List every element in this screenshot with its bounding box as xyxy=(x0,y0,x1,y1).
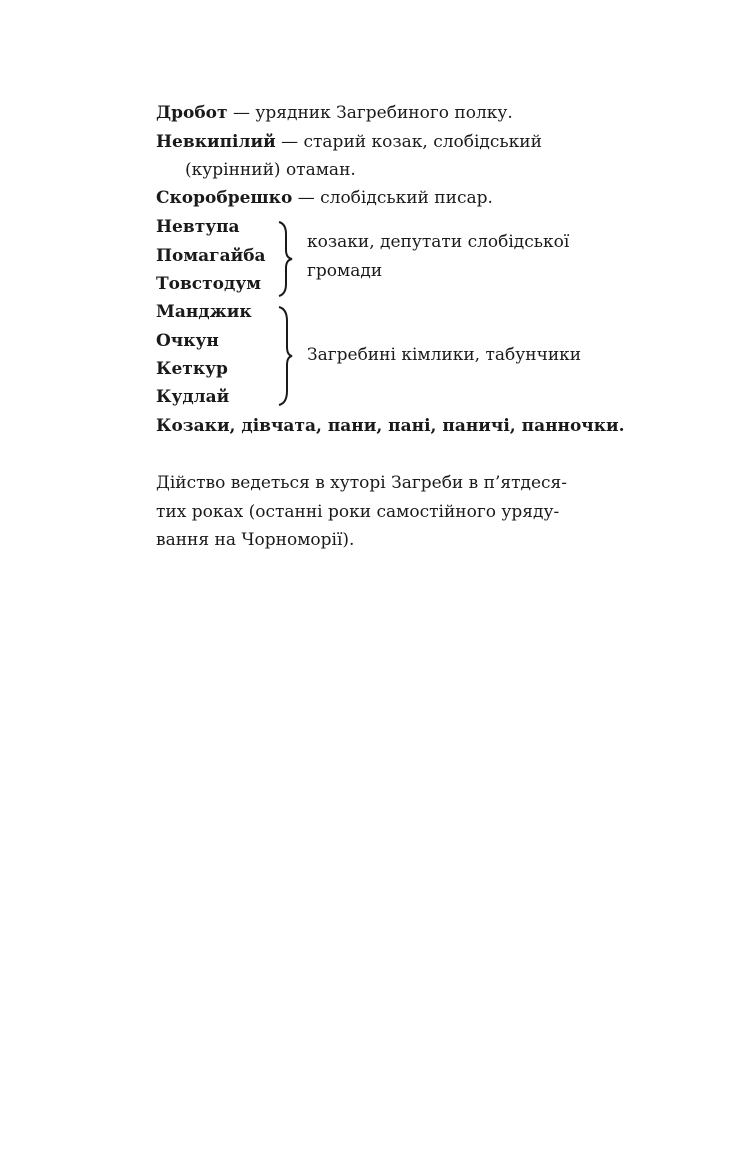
others-line: Козаки, дівчата, пани, пані, паничі, панночки. xyxy=(156,416,625,436)
group2-desc: Загребині кімлики, табунчики xyxy=(307,345,582,365)
group2-name: Очкун xyxy=(156,331,219,351)
brace-icon xyxy=(276,305,296,407)
group1-desc xyxy=(307,228,569,285)
group2-name: Кудлай xyxy=(156,387,230,407)
character-name: Дробот xyxy=(156,103,228,123)
character-name: Невкипілий xyxy=(156,132,276,152)
character-entry xyxy=(156,184,493,212)
group2-name: Кеткур xyxy=(156,359,228,379)
character-entry xyxy=(156,128,542,156)
group1-name: Товстодум xyxy=(156,274,262,294)
setting-line: тих роках (останні роки самостійного уряду- xyxy=(156,502,560,522)
group1-name: Невтупа xyxy=(156,217,240,237)
character-desc-continued: (курінний) отаман. xyxy=(185,160,356,180)
group2-name: Манджик xyxy=(156,302,252,322)
character-desc: — урядник Загребиного полку. xyxy=(227,103,513,123)
brace-icon xyxy=(276,220,296,298)
character-desc: — старий козак, слобідський xyxy=(275,132,542,152)
character-entry xyxy=(156,99,513,127)
character-desc: — слобідський писар. xyxy=(292,188,493,208)
character-name: Скоробрешко xyxy=(156,188,293,208)
group1-name: Помагайба xyxy=(156,246,266,266)
group1-desc-line: козаки, депутати слобідської xyxy=(307,232,570,252)
group1-desc-line: громади xyxy=(307,260,383,281)
setting-line: вання на Чорноморії). xyxy=(156,530,355,550)
setting-line: Дійство ведеться в хуторі Загреби в п’ятдеся- xyxy=(156,473,568,493)
